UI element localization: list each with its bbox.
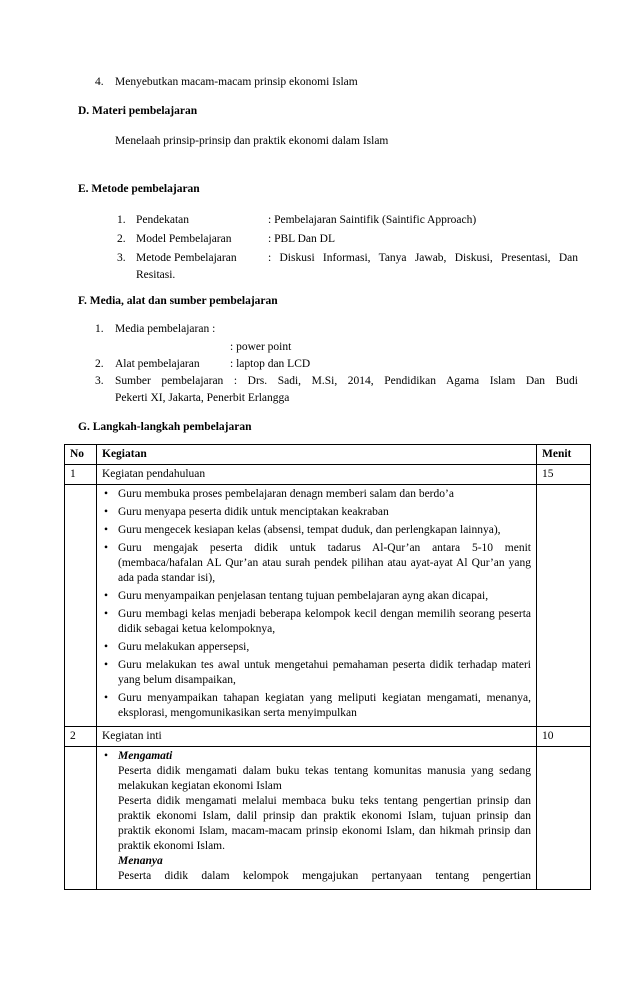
media-item-number: 1. — [95, 323, 104, 335]
method-item-label: Model Pembelajaran — [136, 233, 232, 245]
list-item: • Guru melakukan appersepsi, — [102, 640, 531, 655]
media-item-text: Media pembelajaran : — [115, 323, 216, 335]
media-item-value: : power point — [230, 341, 292, 353]
row-no-empty — [65, 747, 97, 890]
row-no: 2 — [65, 727, 97, 747]
mengamati-paragraph: Peserta didik mengamati melalui membaca buku teks tentang pengertian prinsip dan praktik ekonomi Islam, dalil prinsip dan praktik ekonomi Islam, tujuan prinsip dan praktik ekonomi Islam, macam-macam prinsip ekonomi Islam, dan hikmah prinsip dan praktik ekonomi Islam. — [118, 795, 531, 852]
method-item-label: Metode Pembelajaran — [136, 252, 237, 264]
list-item — [102, 749, 531, 884]
list-item: • Guru membuka proses pembelajaran denagn memberi salam dan berdo’a — [102, 487, 531, 502]
menanya-paragraph: Peserta didik dalam kelompok mengajukan pertanyaan tentang pengertian — [118, 870, 531, 882]
source-item-text: Sumber pembelajaran : Drs. Sadi, M.Si, 2014, Pendidikan Agama Islam Dan Budi — [115, 375, 578, 387]
row-kegiatan: Kegiatan inti — [97, 727, 537, 747]
table-row — [65, 485, 591, 727]
tool-item-value: : laptop dan LCD — [230, 358, 311, 370]
row-no: 1 — [65, 465, 97, 485]
row-menit-empty — [537, 747, 591, 890]
section-g-heading: G. Langkah-langkah pembelajaran — [78, 421, 252, 433]
header-kegiatan: Kegiatan — [97, 445, 537, 465]
mengamati-paragraph: Peserta didik mengamati dalam buku tekas tentang komunitas manusia yang sedang melakukan kegiatan ekonomi Islam — [118, 765, 531, 792]
section-d-heading: D. Materi pembelajaran — [78, 105, 198, 117]
table-row — [65, 747, 591, 890]
method-item-value: : PBL Dan DL — [268, 233, 335, 245]
row-no-empty — [65, 485, 97, 727]
source-item-continuation: Pekerti XI, Jakarta, Penerbit Erlangga — [115, 392, 290, 404]
inti-activities — [97, 747, 537, 890]
section-e-heading: E. Metode pembelajaran — [78, 183, 200, 195]
method-item-value: : Diskusi Informasi, Tanya Jawab, Diskusi, Presentasi, Dan — [268, 252, 578, 264]
row-kegiatan: Kegiatan pendahuluan — [97, 465, 537, 485]
list-item: • Guru menyapa peserta didik untuk menciptakan keakraban — [102, 505, 531, 520]
list-item: • Guru membagi kelas menjadi beberapa kelompok kecil dengan memilih seorang peserta didik sebagai ketua kelompoknya, — [102, 607, 531, 637]
row-menit: 10 — [537, 727, 591, 747]
mengamati-title: • Mengamati — [118, 750, 173, 762]
pendahuluan-activities — [97, 485, 537, 727]
method-item-value: : Pembelajaran Saintifik (Saintific Approach) — [268, 214, 477, 226]
tool-item-label: Alat pembelajaran — [115, 358, 200, 370]
table-header-row — [65, 445, 591, 465]
method-item-number: 1. — [117, 214, 126, 226]
objective-item-number: 4. — [95, 76, 104, 88]
header-no: No — [65, 445, 97, 465]
tool-item-number: 2. — [95, 358, 104, 370]
section-f-heading: F. Media, alat dan sumber pembelajaran — [78, 295, 278, 307]
list-item: • Guru menyampaikan penjelasan tentang tujuan pembelajaran ayng akan dicapai, — [102, 589, 531, 604]
objective-item-text: Menyebutkan macam-macam prinsip ekonomi Islam — [115, 76, 358, 88]
method-item-continuation: Resitasi. — [136, 269, 176, 281]
section-d-text: Menelaah prinsip-prinsip dan praktik ekonomi dalam Islam — [115, 135, 389, 147]
list-item: • Guru melakukan tes awal untuk mengetahui pemahaman peserta didik terhadap materi yang belum disampaikan, — [102, 658, 531, 688]
menanya-title: Menanya — [118, 855, 163, 867]
row-menit: 15 — [537, 465, 591, 485]
table-row — [65, 465, 591, 485]
source-item-number: 3. — [95, 375, 104, 387]
method-item-number: 2. — [117, 233, 126, 245]
method-item-number: 3. — [117, 252, 126, 264]
learning-steps-table — [64, 444, 591, 890]
header-menit: Menit — [537, 445, 591, 465]
list-item: • Guru mengecek kesiapan kelas (absensi, tempat duduk, dan perlengkapan lainnya), — [102, 523, 531, 538]
method-item-label: Pendekatan — [136, 214, 190, 226]
list-item: • Guru mengajak peserta didik untuk tadarus Al-Qur’an antara 5-10 menit (membaca/hafalan AL Qur’an atau surah pendek pilihan atau ayat-ayat Al Qur’an yang ada pada standar isi), — [102, 541, 531, 586]
list-item: • Guru menyampaikan tahapan kegiatan yang meliputi kegiatan mengamati, menanya, eksplorasi, mengomunikasikan serta menyimpulkan — [102, 691, 531, 721]
row-menit-empty — [537, 485, 591, 727]
table-row — [65, 727, 591, 747]
